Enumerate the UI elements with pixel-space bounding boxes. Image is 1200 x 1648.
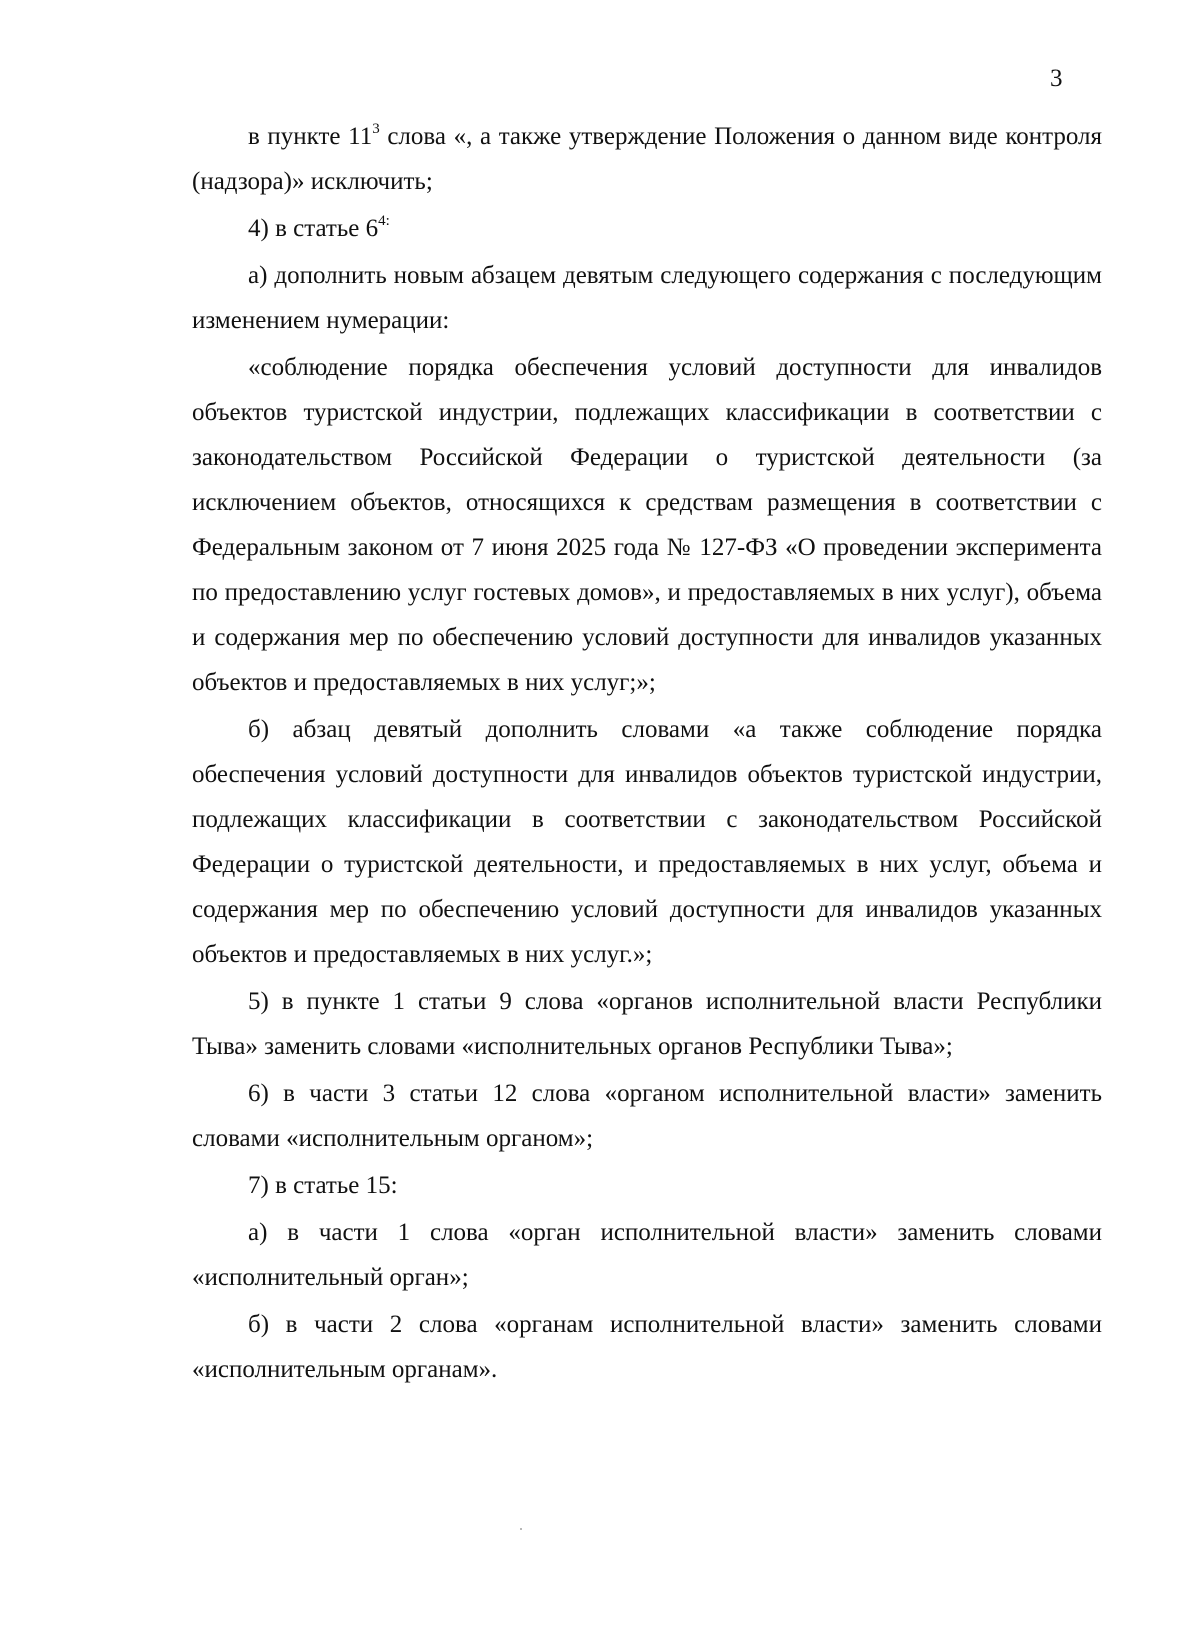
item-3-lead: в пункте 11 [248,123,373,150]
item-3-rest: слова «, а также утверждение Положения о данном виде контроля (надзора)» исключить; [192,123,1102,195]
item-4-b: б) абзац девятый дополнить словами «а также соблюдение порядка обеспечения условий доступности для инвалидов объектов туристской индустрии, подлежащих классификации в соответствии с законодательством Российской Федерации о туристской деятельности, и предоставляемых в них услуг, объема и содержания мер по обеспечению условий доступности для инвалидов указанных объектов и предоставляемых в них услуг.»; [192,716,1102,968]
item-4-lead: 4) в статье 6 [248,215,379,242]
page-number: 3 [1050,65,1063,92]
item-4-a: а) дополнить новым абзацем девятым следующего содержания с последующим изменением нумерации: [192,262,1102,334]
item-7-b: б) в части 2 слова «органам исполнительной власти» заменить словами «исполнительным органам». [192,1311,1102,1383]
item-4-superscript: 4: [378,213,390,229]
item-5: 5) в пункте 1 статьи 9 слова «органов исполнительной власти Республики Тыва» заменить словами «исполнительных органов Республики Тыва»; [192,988,1102,1060]
item-6: 6) в части 3 статьи 12 слова «органом исполнительной власти» заменить словами «исполнительным органом»; [192,1080,1102,1152]
item-3-superscript: 3 [372,121,380,137]
item-7-a: а) в части 1 слова «орган исполнительной власти» заменить словами «исполнительный орган»; [192,1219,1102,1291]
document-body [192,114,1102,1392]
item-7: 7) в статье 15: [248,1172,398,1199]
scan-speck [520,1528,522,1530]
item-4-a-quote: «соблюдение порядка обеспечения условий доступности для инвалидов объектов туристской индустрии, подлежащих классификации в соответствии с законодательством Российской Федерации о туристской деятельности (за исключением объектов, относящихся к средствам размещения в соответствии с Федеральным законом от 7 июня 2025 года № 127-ФЗ «О проведении эксперимента по предоставлению услуг гостевых домов», и предоставляемых в них услуг), объема и содержания мер по обеспечению условий доступности для инвалидов указанных объектов и предоставляемых в них услуг;»; [192,354,1102,696]
item-4 [192,206,1102,251]
item-3-continuation [192,114,1102,204]
